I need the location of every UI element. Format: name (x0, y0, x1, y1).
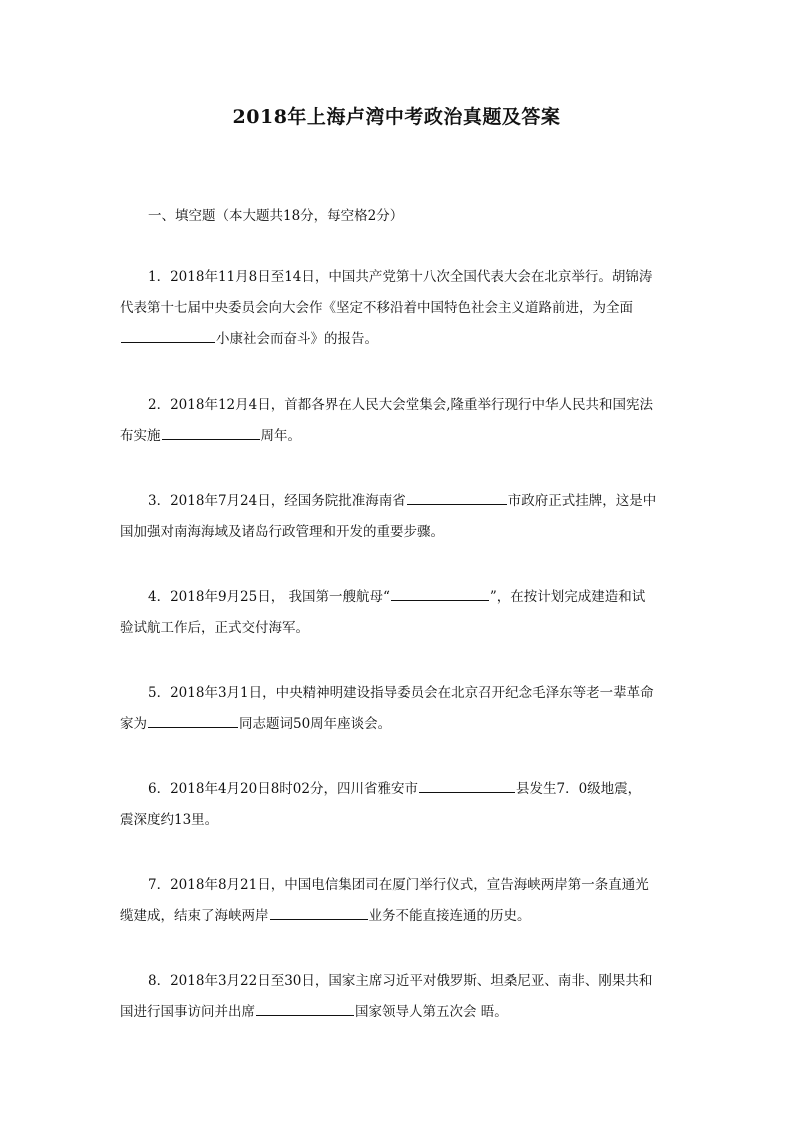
question-6 (120, 774, 675, 836)
question-2 (120, 390, 675, 452)
question-7-line-2 (120, 901, 675, 932)
section-heading: 一、填空题（本大题共18分，每空格2分） (148, 208, 404, 224)
answer-blank-2[interactable] (162, 425, 260, 440)
question-3-text-after: 市政府正式挂牌，这是中 (507, 493, 657, 509)
question-4 (120, 582, 675, 644)
answer-blank-3[interactable] (407, 490, 507, 505)
question-6-text-before: 6．2018年4月20日8时02分，四川省雅安市 (148, 781, 418, 797)
question-8-text-after: 国家领导人第五次会 晤。 (355, 1004, 508, 1020)
question-5-text-before: 家为 (120, 716, 147, 732)
question-5-line-2 (120, 709, 675, 740)
question-3 (120, 486, 675, 548)
answer-blank-8[interactable] (256, 1001, 354, 1016)
question-5-text-after: 同志题词50周年座谈会。 (239, 716, 392, 732)
question-1-line-2: 代表第十七届中央委员会向大会作《坚定不移沿着中国特色社会主义道路前进，为全面 (120, 300, 633, 316)
question-3-text-before: 3．2018年7月24日，经国务院批准海南省 (148, 493, 406, 509)
answer-blank-1[interactable] (121, 328, 215, 343)
question-8 (120, 966, 675, 1028)
question-4-text-before: 4．2018年9月25日， 我国第一艘航母“ (148, 589, 390, 605)
question-2-line-2 (120, 421, 675, 452)
question-5 (120, 678, 675, 740)
answer-blank-6[interactable] (419, 778, 515, 793)
question-6-line-1 (120, 774, 675, 805)
question-8-line-2 (120, 997, 675, 1028)
question-3-line-2: 国加强对南海海域及诸岛行政管理和开发的重要步骤。 (120, 524, 444, 540)
question-3-line-1 (120, 486, 675, 517)
question-4-text-after: ”，在按计划完成建造和试 (489, 589, 646, 605)
question-4-line-1 (120, 582, 675, 613)
answer-blank-4[interactable] (391, 586, 489, 601)
question-1-line-3 (120, 324, 675, 355)
question-1-line-1: 1．2018年11月8日至14日，中国共产党第十八次全国代表大会在北京举行。胡锦涛 (148, 269, 653, 285)
question-6-text-after: 县发生7．0级地震， (515, 781, 642, 797)
document-title: 2018年上海卢湾中考政治真题及答案 (232, 106, 561, 128)
question-7-text-before: 缆建成，结束了海峡两岸 (120, 908, 269, 924)
question-6-line-2: 震深度约13里。 (120, 812, 219, 828)
answer-blank-7[interactable] (270, 905, 368, 920)
question-7 (120, 870, 675, 932)
question-7-line-1: 7．2018年8月21日，中国电信集团司在厦门举行仪式，宣告海峡两岸第一条直通光 (148, 877, 649, 893)
question-7-text-after: 业务不能直接连通的历史。 (368, 908, 531, 924)
question-8-text-before: 国进行国事访问并出席 (120, 1004, 255, 1020)
question-1-text-after: 小康社会而奋斗》的报告。 (216, 331, 378, 347)
question-1 (120, 262, 675, 355)
question-2-text-before: 布实施 (120, 428, 161, 444)
question-2-text-after: 周年。 (260, 428, 301, 444)
question-2-line-1: 2．2018年12月4日，首都各界在人民大会堂集会,隆重举行现行中华人民共和国宪法 (148, 397, 654, 413)
question-5-line-1: 5．2018年3月1日，中央精神明建设指导委员会在北京召开纪念毛泽东等老一辈革命 (148, 685, 654, 701)
question-4-line-2: 验试航工作后，正式交付海军。 (120, 620, 309, 636)
question-8-line-1: 8．2018年3月22日至30日，国家主席习近平对俄罗斯、坦桑尼亚、南非、刚果共和 (148, 973, 653, 989)
answer-blank-5[interactable] (148, 713, 238, 728)
